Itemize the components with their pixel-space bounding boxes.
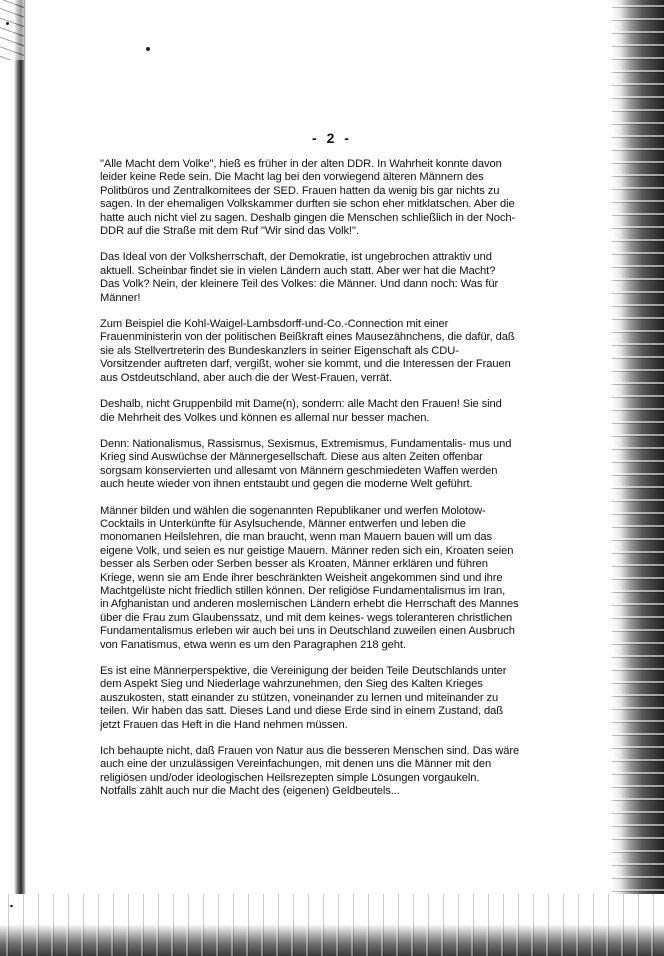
page-number: - 2 - [312, 130, 352, 146]
paragraph-5: Denn: Nationalismus, Rassismus, Sexismus, Extremismus, Fundamentalis- mus und Krieg sind Auswüchse der Männergesellschaft. Diese aus alten Zeiten offenbar sorgsam konservierten und allesamt von Männern geschmiedeten Waffen werden auch heute wieder von ihnen entstaubt und gegen die moderne Welt geführt. [100, 437, 512, 491]
paragraph-1: "Alle Macht dem Volke", hieß es früher in der alten DDR. In Wahrheit konnte davon leider keine Rede sein. Die Macht lag bei den vorwiegend älteren Männern des Politbüros und Zentralkomitees der SED. Frauen hatten da wenig bis gar nichts zu sagen. In der ehemaligen Volkskammer durften sie schon eher mitklatschen. Aber die hatte auch nicht viel zu sagen. Deshalb gingen die Menschen schließlich in der Noch- DDR auf die Straße mit dem Ruf "Wir sind das Volk!". [100, 158, 516, 238]
paragraph-3: Zum Beispiel die Kohl-Waigel-Lambsdorff-und-Co.-Connection mit einer Frauenministerin von der politischen Beißkraft eines Mausezähnchens, die dafür, daß sie als Stellvertreterin des Bundeskanzlers in seiner Eigenschaft als CDU- Vorsitzender auftreten darf, vergißt, woher sie kommt, und die Interessen der Frauen aus Ostdeutschland, aber auch die der West-Frauen, verrät. [100, 318, 515, 384]
paragraph-7: Es ist eine Männerperspektive, die Vereinigung der beiden Teile Deutschlands unter dem Aspekt Sieg und Niederlage wahrzunehmen, den Sieg des Kalten Krieges auszukosten, statt einander zu stützen, voneinander zu lernen und miteinander zu teilen. Wir haben das satt. Dieses Land und diese Erde sind in einem Zustand, daß jetzt Frauen das Heft in die Hand nehmen müssen. [100, 665, 507, 731]
paragraph-8: Ich behaupte nicht, daß Frauen von Natur aus die besseren Menschen sind. Das wäre auch eine der unzulässigen Vereinfachungen, mit denen uns die Männer mit den religiösen und/oder ideologischen Heilsrezepten simple Lösungen vorgaukeln. Notfalls zählt auch nur die Macht des (eigenen) Geldbeutels... [100, 745, 520, 798]
scan-speck [10, 905, 13, 907]
scan-edge-bottom [0, 894, 664, 956]
paragraph-4: Deshalb, nicht Gruppenbild mit Dame(n), sondern: alle Macht den Frauen! Sie sind die Mehrheit des Volkes und können es allemal nur besser machen. [100, 398, 502, 424]
document-body [100, 158, 532, 812]
paragraph-6: Männer bilden und wählen die sogenannten Republikaner und werfen Molotow- Cocktails in Unterkünfte für Asylsuchende, Männer entwerfen und leben die monomanen Heilslehren, die man braucht, wenn man Mauern bauen will um das eigene Volk, und seien es nur geistige Mauern. Männer reden sich ein, Kroaten seien besser als Serben oder Serben besser als Kroaten, Männer erklären und führen Kriege, wenn sie am Ende ihrer beschränkten Weisheit angekommen sind und ihre Machtgelüste nicht friedlich stillen können. Der religiöse Fundamentalismus im Iran, in Afghanistan und anderen moslemischen Ländern erhebt die Herrschaft des Mannes über die Frau zum Glaubenssatz, und mit dem keines- wegs toleranteren christlichen Fundamentalismus erleben wir auch bei uns in Deutschland zuweilen einen Ausbruch von Fanatismus, etwa wenn es um den Paragraphen 218 geht. [100, 504, 519, 651]
scan-speck [146, 47, 150, 51]
scan-speck [6, 22, 9, 25]
paragraph-2: Das Ideal von der Volksherrschaft, der Demokratie, ist ungebrochen attraktiv und aktuell. Scheinbar findet sie in vielen Ländern auch statt. Aber wer hat die Macht? Das Volk? Nein, der kleinere Teil des Volkes: die Männer. Und dann noch: Was für Männer! [100, 251, 499, 304]
scan-noise-top-left [0, 0, 24, 60]
